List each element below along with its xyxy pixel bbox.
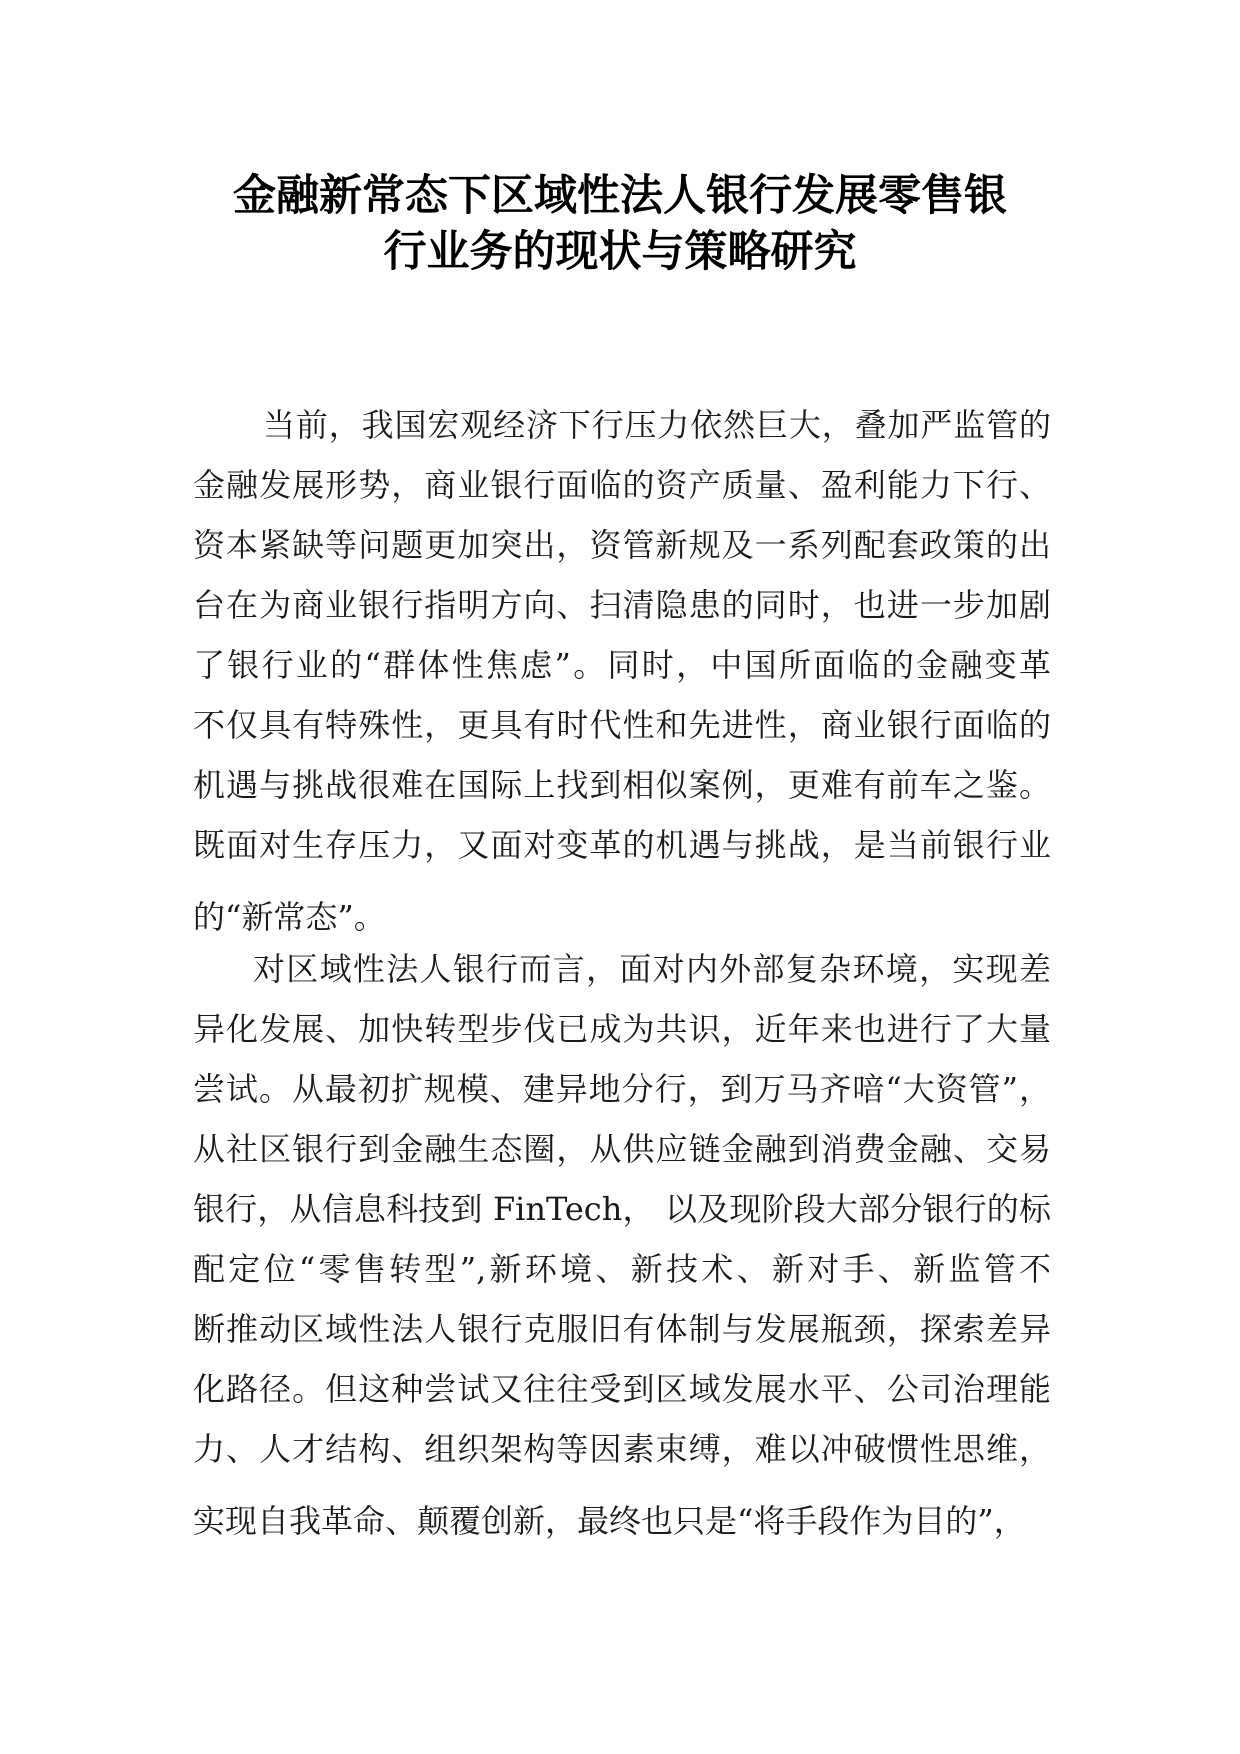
paragraph-line: 实现自我革命、颠覆创新，最终也只是“将手段作为目的”， (193, 1502, 1026, 1540)
paragraph-line: 不仅具有特殊性，更具有时代性和先进性，商业银行面临的 (193, 706, 1051, 744)
paragraph-line: 既面对生存压力，又面对变革的机遇与挑战，是当前银行业 (193, 826, 1051, 864)
paragraph-1 (193, 395, 1051, 947)
paragraph-line: 资本紧缺等问题更加突出，资管新规及一系列配套政策的出 (193, 526, 1051, 564)
paragraph-line: 银行，从信息科技到 FinTech， 以及现阶段大部分银行的标 (193, 1190, 1051, 1228)
paragraph-line: 断推动区域性法人银行克服旧有体制与发展瓶颈，探索差异 (193, 1310, 1051, 1348)
title-line-1: 金融新常态下区域性法人银行发展零售银 (233, 171, 1007, 221)
paragraph-line: 化路径。但这种尝试又往往受到区域发展水平、公司治理能 (193, 1370, 1051, 1408)
paragraph-line: 配定位“零售转型”,新环境、新技术、新对手、新监管不 (193, 1250, 1051, 1288)
paragraph-line: 机遇与挑战很难在国际上找到相似案例，更难有前车之鉴。 (193, 766, 1051, 804)
document-title (150, 168, 1090, 280)
paragraph-line: 当前，我国宏观经济下行压力依然巨大，叠加严监管的 (263, 406, 1051, 444)
paragraph-line: 的“新常态”。 (193, 898, 386, 936)
paragraph-line: 台在为商业银行指明方向、扫清隐患的同时，也进一步加剧 (193, 586, 1051, 624)
paragraph-2 (193, 939, 1051, 1551)
paragraph-line: 尝试。从最初扩规模、建异地分行，到万马齐喑“大资管”， (193, 1070, 1051, 1108)
paragraph-line: 异化发展、加快转型步伐已成为共识，近年来也进行了大量 (193, 1010, 1051, 1048)
paragraph-line: 力、人才结构、组织架构等因素束缚，难以冲破惯性思维， (193, 1430, 1051, 1468)
paragraph-line: 对区域性法人银行而言，面对内外部复杂环境，实现差 (253, 950, 1051, 988)
paragraph-line: 从社区银行到金融生态圈，从供应链金融到消费金融、交易 (193, 1130, 1051, 1168)
paragraph-line: 了银行业的“群体性焦虑”。同时，中国所面临的金融变革 (193, 646, 1051, 684)
title-line-2: 行业务的现状与策略研究 (383, 227, 857, 277)
paragraph-line: 金融发展形势，商业银行面临的资产质量、盈利能力下行、 (193, 466, 1051, 504)
